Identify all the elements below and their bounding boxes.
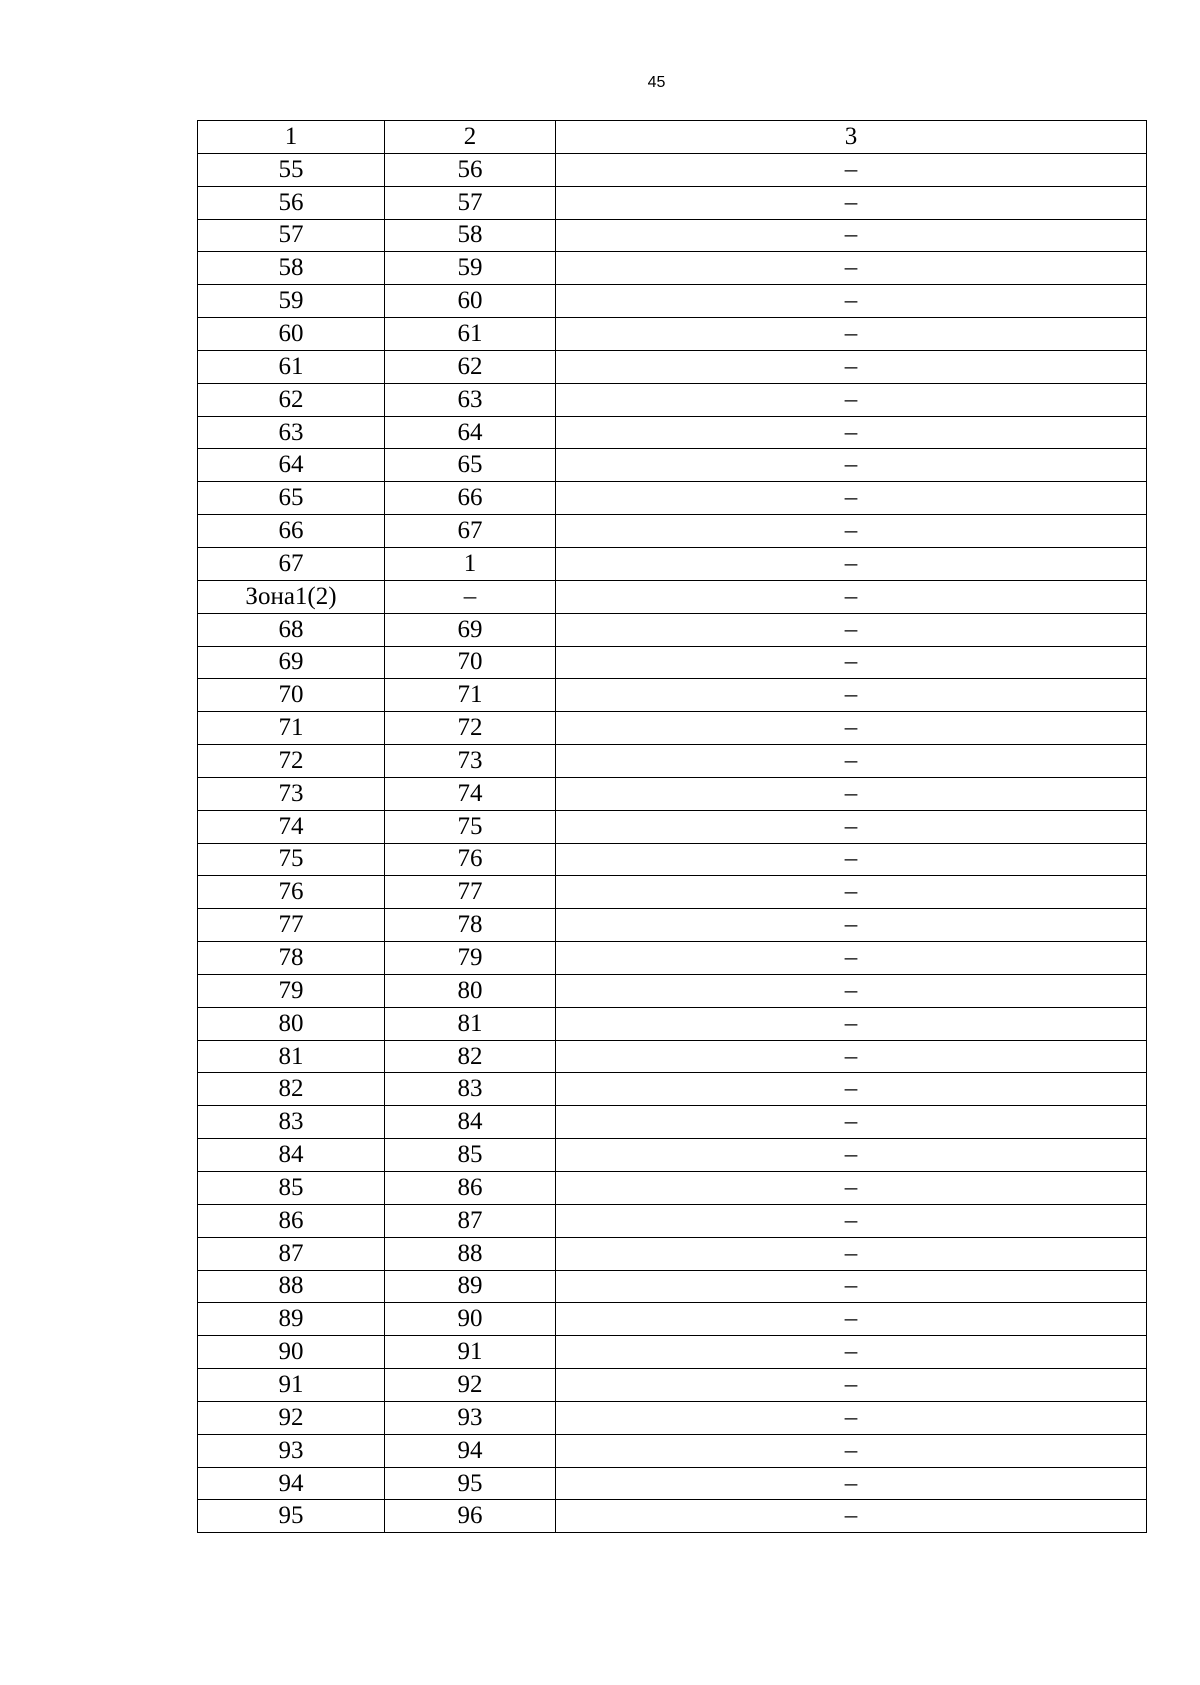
table-cell-col-1: 87 — [198, 1237, 385, 1270]
table-row — [198, 219, 1147, 252]
table-cell-col-2: 96 — [385, 1500, 556, 1533]
table-row — [198, 745, 1147, 778]
table-cell-col-3: – — [556, 580, 1147, 613]
table-cell-col-1: 76 — [198, 876, 385, 909]
table-cell-col-2: 66 — [385, 482, 556, 515]
table-row — [198, 1500, 1147, 1533]
table-cell-col-1: 95 — [198, 1500, 385, 1533]
header-cell-3: 3 — [556, 121, 1147, 154]
table-cell-col-1: 62 — [198, 383, 385, 416]
table-cell-col-3: – — [556, 876, 1147, 909]
table-cell-col-2: 85 — [385, 1139, 556, 1172]
table-cell-col-2: 93 — [385, 1401, 556, 1434]
table-cell-col-1: 86 — [198, 1204, 385, 1237]
table-cell-col-3: – — [556, 285, 1147, 318]
table-cell-col-2: 1 — [385, 547, 556, 580]
table-cell-col-2: – — [385, 580, 556, 613]
table-row — [198, 1204, 1147, 1237]
table-row — [198, 1007, 1147, 1040]
table-cell-col-2: 88 — [385, 1237, 556, 1270]
table-cell-col-3: – — [556, 153, 1147, 186]
table-cell-col-1: 93 — [198, 1434, 385, 1467]
table-cell-col-1: 84 — [198, 1139, 385, 1172]
table-cell-col-1: 83 — [198, 1106, 385, 1139]
table-row — [198, 1040, 1147, 1073]
table-cell-col-3: – — [556, 1401, 1147, 1434]
table-cell-col-2: 70 — [385, 646, 556, 679]
table-row — [198, 909, 1147, 942]
table-cell-col-2: 86 — [385, 1172, 556, 1205]
table-cell-col-1: 69 — [198, 646, 385, 679]
table-cell-col-1: 56 — [198, 186, 385, 219]
table-cell-col-2: 81 — [385, 1007, 556, 1040]
table-row — [198, 580, 1147, 613]
table-cell-col-1: 67 — [198, 547, 385, 580]
table-body — [198, 121, 1147, 1533]
table-cell-col-1: 70 — [198, 679, 385, 712]
table-cell-col-1: 88 — [198, 1270, 385, 1303]
table-cell-col-2: 77 — [385, 876, 556, 909]
table-cell-col-2: 73 — [385, 745, 556, 778]
table-cell-col-1: 90 — [198, 1336, 385, 1369]
table-cell-col-1: 68 — [198, 613, 385, 646]
table-cell-col-1: 71 — [198, 712, 385, 745]
table-cell-col-2: 56 — [385, 153, 556, 186]
table-cell-col-3: – — [556, 1369, 1147, 1402]
header-cell-2: 2 — [385, 121, 556, 154]
table-row — [198, 679, 1147, 712]
table-cell-col-1: 57 — [198, 219, 385, 252]
table-cell-col-3: – — [556, 909, 1147, 942]
table-cell-col-3: – — [556, 1434, 1147, 1467]
table-cell-col-3: – — [556, 942, 1147, 975]
table-cell-col-3: – — [556, 843, 1147, 876]
table-row — [198, 613, 1147, 646]
table-row — [198, 777, 1147, 810]
table-cell-col-1: 73 — [198, 777, 385, 810]
table-row — [198, 482, 1147, 515]
table-cell-col-3: – — [556, 1336, 1147, 1369]
table-cell-col-3: – — [556, 712, 1147, 745]
table-row — [198, 876, 1147, 909]
table-row — [198, 810, 1147, 843]
table-cell-col-2: 91 — [385, 1336, 556, 1369]
table-cell-col-2: 94 — [385, 1434, 556, 1467]
table-cell-col-1: 89 — [198, 1303, 385, 1336]
table-cell-col-3: – — [556, 515, 1147, 548]
table-cell-col-1: 82 — [198, 1073, 385, 1106]
table-cell-col-3: – — [556, 1204, 1147, 1237]
table-cell-col-2: 67 — [385, 515, 556, 548]
table-cell-col-3: – — [556, 1500, 1147, 1533]
table-cell-col-2: 80 — [385, 974, 556, 1007]
table-cell-col-2: 60 — [385, 285, 556, 318]
table-cell-col-1: 75 — [198, 843, 385, 876]
table-cell-col-2: 71 — [385, 679, 556, 712]
table-cell-col-3: – — [556, 1106, 1147, 1139]
table-row — [198, 1139, 1147, 1172]
table-cell-col-1: 79 — [198, 974, 385, 1007]
table-cell-col-1: 61 — [198, 350, 385, 383]
table-row — [198, 547, 1147, 580]
table-cell-col-2: 95 — [385, 1467, 556, 1500]
table-cell-col-1: 92 — [198, 1401, 385, 1434]
table-cell-col-1: 81 — [198, 1040, 385, 1073]
table-cell-col-2: 79 — [385, 942, 556, 975]
table-row — [198, 646, 1147, 679]
table-row — [198, 515, 1147, 548]
table-cell-col-3: – — [556, 646, 1147, 679]
table-cell-col-3: – — [556, 810, 1147, 843]
table-row — [198, 1106, 1147, 1139]
table-cell-col-2: 78 — [385, 909, 556, 942]
table-cell-col-2: 72 — [385, 712, 556, 745]
table-cell-col-2: 84 — [385, 1106, 556, 1139]
page-number: 45 — [647, 74, 666, 91]
table-cell-col-2: 82 — [385, 1040, 556, 1073]
table-row — [198, 350, 1147, 383]
table-cell-col-1: 58 — [198, 252, 385, 285]
table-row — [198, 1237, 1147, 1270]
table-cell-col-1: 64 — [198, 449, 385, 482]
table-row — [198, 153, 1147, 186]
table-cell-col-3: – — [556, 1237, 1147, 1270]
table-cell-col-3: – — [556, 1467, 1147, 1500]
table-cell-col-3: – — [556, 547, 1147, 580]
table-cell-col-1: 74 — [198, 810, 385, 843]
table-cell-col-1: 59 — [198, 285, 385, 318]
table-row — [198, 1336, 1147, 1369]
table-cell-col-1: 66 — [198, 515, 385, 548]
table-cell-col-1: 77 — [198, 909, 385, 942]
table-row — [198, 1369, 1147, 1402]
table-cell-col-1: 63 — [198, 416, 385, 449]
table-row — [198, 1172, 1147, 1205]
table-cell-col-3: – — [556, 252, 1147, 285]
table-cell-col-2: 90 — [385, 1303, 556, 1336]
table-cell-col-2: 76 — [385, 843, 556, 876]
table-cell-col-2: 75 — [385, 810, 556, 843]
header-cell-1: 1 — [198, 121, 385, 154]
table-row — [198, 1303, 1147, 1336]
table-row — [198, 383, 1147, 416]
table-row — [198, 712, 1147, 745]
table-cell-col-2: 87 — [385, 1204, 556, 1237]
table-cell-col-3: – — [556, 186, 1147, 219]
table-row — [198, 843, 1147, 876]
table-cell-col-3: – — [556, 1139, 1147, 1172]
table-row — [198, 942, 1147, 975]
table-cell-col-3: – — [556, 1270, 1147, 1303]
table-cell-col-3: – — [556, 1007, 1147, 1040]
table-cell-col-3: – — [556, 383, 1147, 416]
table-row — [198, 252, 1147, 285]
table-cell-col-3: – — [556, 679, 1147, 712]
table-cell-col-3: – — [556, 219, 1147, 252]
table-cell-col-3: – — [556, 1172, 1147, 1205]
table-cell-col-1: 80 — [198, 1007, 385, 1040]
table-cell-col-2: 92 — [385, 1369, 556, 1402]
table-cell-col-1: 91 — [198, 1369, 385, 1402]
table-cell-col-3: – — [556, 350, 1147, 383]
table-cell-col-3: – — [556, 613, 1147, 646]
table-cell-col-1: 60 — [198, 318, 385, 351]
table-cell-col-3: – — [556, 745, 1147, 778]
table-cell-col-2: 61 — [385, 318, 556, 351]
table-cell-col-2: 83 — [385, 1073, 556, 1106]
table-row — [198, 974, 1147, 1007]
table-row — [198, 1073, 1147, 1106]
table-cell-col-3: – — [556, 1073, 1147, 1106]
table-cell-col-3: – — [556, 449, 1147, 482]
table-cell-col-1: 78 — [198, 942, 385, 975]
table-cell-col-2: 62 — [385, 350, 556, 383]
table-cell-col-1: 94 — [198, 1467, 385, 1500]
table-cell-col-1: 85 — [198, 1172, 385, 1205]
table-cell-col-1: 55 — [198, 153, 385, 186]
table-cell-col-2: 74 — [385, 777, 556, 810]
table-cell-col-1: 65 — [198, 482, 385, 515]
table-row — [198, 318, 1147, 351]
table-cell-col-2: 64 — [385, 416, 556, 449]
table-row — [198, 1434, 1147, 1467]
table-cell-col-3: – — [556, 974, 1147, 1007]
table-header-row — [198, 121, 1147, 154]
table-cell-col-2: 89 — [385, 1270, 556, 1303]
table-row — [198, 1270, 1147, 1303]
table-cell-col-2: 59 — [385, 252, 556, 285]
table-cell-col-3: – — [556, 482, 1147, 515]
table-cell-col-1: 72 — [198, 745, 385, 778]
table-row — [198, 1401, 1147, 1434]
table-cell-col-2: 69 — [385, 613, 556, 646]
table-cell-col-3: – — [556, 1040, 1147, 1073]
table-cell-col-2: 65 — [385, 449, 556, 482]
table-cell-col-3: – — [556, 416, 1147, 449]
coordinates-table — [197, 120, 1147, 1533]
table-row — [198, 449, 1147, 482]
table-row — [198, 1467, 1147, 1500]
table-cell-col-1: Зона1(2) — [198, 580, 385, 613]
table-row — [198, 186, 1147, 219]
table-cell-col-3: – — [556, 318, 1147, 351]
table-cell-col-3: – — [556, 777, 1147, 810]
table-row — [198, 285, 1147, 318]
table-cell-col-2: 58 — [385, 219, 556, 252]
table-row — [198, 416, 1147, 449]
table-cell-col-2: 63 — [385, 383, 556, 416]
table-cell-col-3: – — [556, 1303, 1147, 1336]
table-cell-col-2: 57 — [385, 186, 556, 219]
